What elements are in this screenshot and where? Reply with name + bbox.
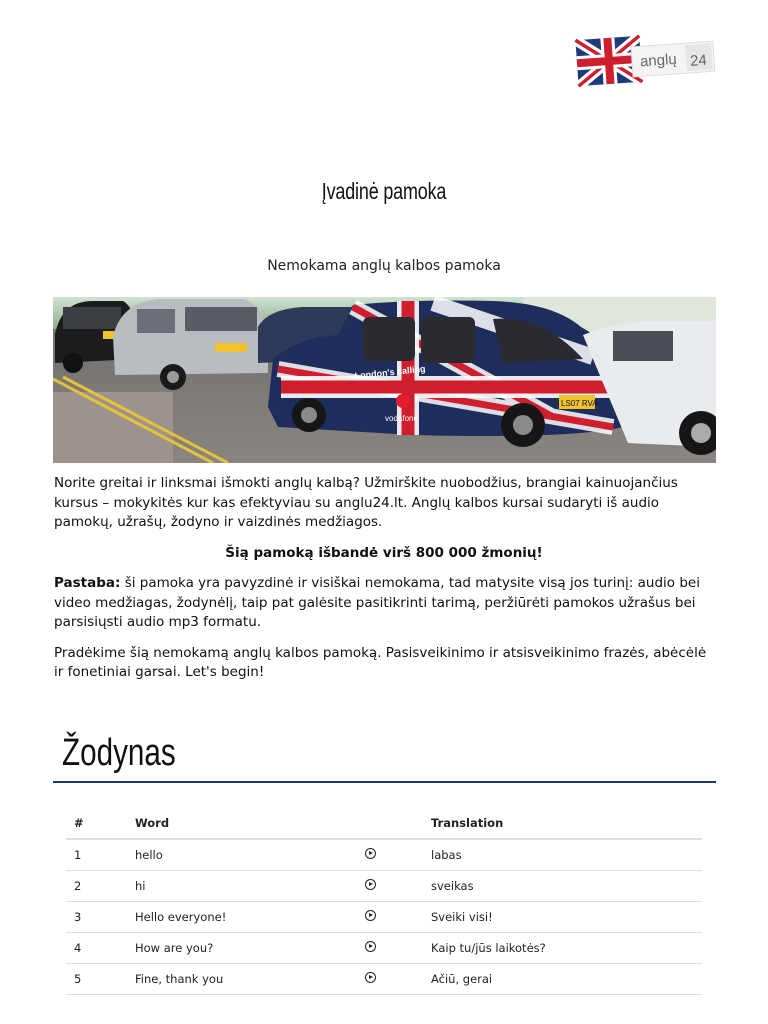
table-row (66, 933, 702, 964)
learners-count: Šią pamoką išbandė virš 800 000 žmonių! (225, 544, 543, 561)
hero-image (53, 297, 716, 463)
play-audio-icon[interactable] (365, 910, 376, 921)
table-row (66, 871, 702, 902)
row-word: hi (127, 871, 357, 902)
section-divider (53, 781, 716, 783)
page-subtitle: Nemokama anglų kalbos pamoka (267, 258, 501, 274)
taxi-brand: vodafone (385, 414, 418, 423)
row-word: hello (127, 839, 357, 871)
row-word: Fine, thank you (127, 964, 357, 995)
table-row (66, 964, 702, 995)
intro-text (54, 474, 714, 694)
row-translation: Ačiū, gerai (423, 964, 702, 995)
page-title: Įvadinė pamoka (321, 178, 447, 204)
column-header-audio (357, 808, 423, 839)
row-translation: labas (423, 839, 702, 871)
play-audio-icon[interactable] (365, 848, 376, 859)
note-paragraph (54, 574, 714, 633)
row-word: Hello everyone! (127, 902, 357, 933)
play-audio-icon[interactable] (365, 879, 376, 890)
row-translation: sveikas (423, 871, 702, 902)
vocabulary-table (66, 808, 702, 995)
row-number: 3 (66, 902, 127, 933)
taxi-plate: LS07 RVA (561, 399, 598, 408)
column-header-number: # (66, 808, 127, 839)
row-word: How are you? (127, 933, 357, 964)
logo-text: anglų (639, 50, 678, 71)
row-translation: Kaip tu/jūs laikotės? (423, 933, 702, 964)
play-audio-icon[interactable] (365, 941, 376, 952)
taxi-slogan: London's calling (354, 363, 426, 381)
row-number: 5 (66, 964, 127, 995)
table-row (66, 839, 702, 871)
table-row (66, 902, 702, 933)
anglu24-logo[interactable] (574, 34, 716, 90)
intro-paragraph: Norite greitai ir linksmai išmokti anglų kalbą? Užmirškite nuobodžius, brangiai kainuojančius kursus – mokykitės kur kas efektyviau su anglu24.lt. Anglų kalbos kursai sudaryti iš audio pamokų, užrašų, žodyno ir vaizdinės medžiagos. (54, 475, 678, 530)
play-audio-icon[interactable] (365, 972, 376, 983)
row-number: 4 (66, 933, 127, 964)
row-translation: Sveiki visi! (423, 902, 702, 933)
logo-number: 24 (689, 51, 708, 70)
note-text: ši pamoka yra pavyzdinė ir visiškai nemokama, tad matysite visą jos turinį: audio bei video medžiagas, žodynėlį, taip pat galėsite pasitikrinti tarimą, peržiūrėti pamokos užrašus bei parsisiųsti audio mp3 formatu. (54, 575, 700, 630)
vocabulary-heading: Žodynas (62, 732, 176, 774)
row-number: 2 (66, 871, 127, 902)
row-number: 1 (66, 839, 127, 871)
note-label: Pastaba: (54, 575, 121, 591)
table-header-row (66, 808, 702, 839)
column-header-translation: Translation (423, 808, 702, 839)
column-header-word: Word (127, 808, 357, 839)
start-paragraph: Pradėkime šią nemokamą anglų kalbos pamoką. Pasisveikinimo ir atsisveikinimo frazės, abėcėlė ir fonetiniai garsai. Let's begin! (54, 644, 707, 680)
